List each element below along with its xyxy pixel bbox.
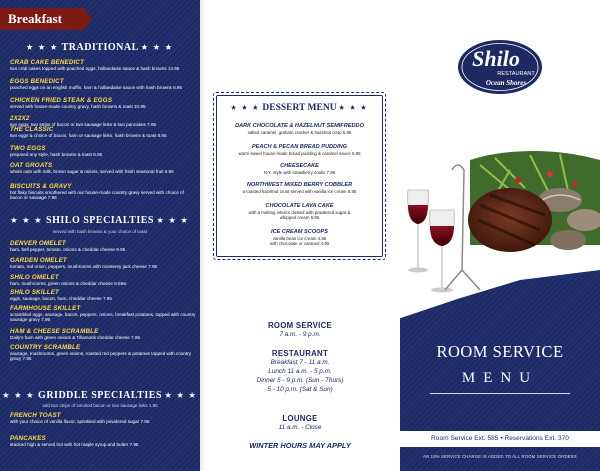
menu-item-name: DENVER OMELET (10, 240, 66, 247)
menu-item (10, 183, 196, 201)
dessert-item-description: vanilla bean ice cream 4.95 (272, 236, 327, 241)
star-icon: ★ ★ ★ (141, 43, 174, 52)
menu-item (10, 274, 196, 286)
dessert-item-description: a toasted hazelnut crust served with vanilla ice cream 6.95 (242, 189, 357, 194)
room-service-heading: ROOM SERVICE (267, 321, 333, 330)
menu-item-description: ham, mushrooms, green onions & cheddar cheese 9.55w (10, 281, 127, 286)
menu-item (10, 78, 196, 90)
menu-item-name: PANCAKES (10, 435, 46, 442)
menu-item-name: HAM & CHEESE SCRAMBLE (10, 328, 99, 335)
griddle-subheading: add two strips of smoked bacon or two sausage links 1.95 (42, 403, 158, 408)
menu-item-name: FARMHOUSE SKILLET (10, 305, 81, 312)
dessert-item-name: CHOCOLATE LAVA CAKE (265, 203, 334, 209)
restaurant-hours (200, 349, 400, 394)
cover-title-menu: MENU (461, 370, 539, 386)
griddle-specialties-heading: ★ ★ ★ GRIDDLE SPECIALTIES ★ ★ ★ (2, 390, 198, 401)
breakfast-tab: Breakfast (0, 8, 84, 30)
menu-item (10, 344, 196, 362)
menu-item-name: THE CLASSIC (10, 126, 54, 133)
menu-item (10, 97, 196, 109)
menu-item (10, 412, 196, 424)
menu-item-description: hot flaky biscuits smothered with our house-made country gravy served with choice of bacon or sausage 7.95 (10, 190, 184, 201)
star-icon: ★ ★ ★ (230, 105, 261, 112)
dessert-item-description: with a melting interior dusted with powdered sugar & (248, 210, 351, 215)
star-icon: ★ ★ ★ (156, 216, 190, 225)
breakfast-panel (0, 0, 200, 471)
menu-item-description: tomato, red onion, peppers, mushrooms with monterey jack cheese 7.95 (10, 264, 158, 269)
menu-item-name: BISCUITS & GRAVY (10, 183, 72, 190)
dessert-item-description: salted caramel, graham cracker & hazelnut crisp 6.95 (247, 130, 352, 135)
lounge-hours (200, 414, 400, 432)
menu-item-description: prepared any style, hash browns & toast 6.95 (10, 152, 103, 157)
menu-item-description: ham, bell pepper, tomato, onions & cheddar cheese 9.95 (10, 247, 126, 252)
menu-item-description: scrambled eggs, sausage, bacon, peppers, onions, breakfast potatoes, topped with country sausage gravy 7.95 (10, 312, 196, 323)
menu-item-name: COUNTRY SCRAMBLE (10, 344, 81, 351)
dessert-item (214, 123, 385, 135)
menu-item-description: poached eggs on an english muffin, ham & hollandaise sauce with hash browns 8.95 (10, 85, 183, 90)
menu-item (10, 162, 196, 174)
traditional-heading: ★ ★ ★ TRADITIONAL ★ ★ ★ (26, 42, 174, 53)
winter-hours-note: WINTER HOURS MAY APPLY (249, 441, 351, 450)
menu-item (10, 240, 196, 252)
logo-wordmark: Shilo (472, 46, 520, 71)
menu-item-description: stacked high & served hot with hot maple syrup and butter 7.95 (10, 442, 139, 447)
extensions-bar: Room Service Ext. 585 • Reservations Ext. 370 (400, 431, 600, 447)
menu-item-name: OAT GROATS (10, 162, 53, 169)
dessert-item-description: warm sweet house-made bread pudding & caramel sauce 6.95 (238, 151, 361, 156)
logo-tagline: Ocean Shores (485, 79, 527, 87)
dessert-heading: ★ ★ ★ DESSERT MENU ★ ★ ★ (230, 103, 369, 113)
dessert-item-name: PEACH & PECAN BREAD PUDDING (251, 144, 348, 150)
dessert-item (214, 144, 385, 156)
dessert-item-name: DARK CHOCOLATE & HAZELNUT SEMIFREDDO (235, 123, 364, 129)
star-icon: ★ ★ ★ (26, 43, 59, 52)
menu-item-name: CRAB CAKE BENEDICT (10, 59, 85, 66)
shilo-specialties-heading: ★ ★ ★ SHILO SPECIALTIES ★ ★ ★ (10, 215, 190, 226)
menu-item (10, 145, 196, 157)
service-charge-note: AN 18% SERVICE CHARGE IS ADDED TO ALL ROOM SERVICE ORDERS (423, 454, 577, 459)
menu-item (10, 126, 196, 138)
restaurant-line: 5 - 10 p.m. (Sat & Sun) (267, 386, 333, 393)
menu-item-description: Daily's ham with green onions & Tillamook cheddar cheese 7.95 (10, 335, 141, 340)
dessert-item-name: CHEESECAKE (280, 163, 319, 169)
menu-item (10, 435, 196, 447)
menu-item (10, 257, 196, 269)
dessert-item (214, 229, 385, 246)
info-panel (200, 0, 400, 471)
menu-item (10, 289, 196, 301)
menu-item-name: FRENCH TOAST (10, 412, 61, 419)
dessert-item-description: with chocolate or caramel 4.95 (269, 241, 330, 247)
menu-item-description: sausage, mushrooms, green onions, roasted red peppers & potatoes topped with country gravy 7.95 (10, 351, 192, 362)
menu-item-name: SHILO OMELET (10, 274, 59, 281)
menu-item-description: served with house-made country gravy, hash browns & toast 10.95 (10, 104, 146, 109)
cover-panel (400, 0, 600, 471)
menu-item-description: eggs, sausage, bacon, ham, cheddar cheese 7.95 (10, 296, 112, 301)
dessert-item-description: N.Y. style with strawberry coulis 7.95 (263, 170, 336, 175)
room-service-time: 7 a.m. - 9 p.m. (279, 331, 321, 338)
star-icon: ★ ★ ★ (338, 105, 369, 112)
star-icon: ★ ★ ★ (2, 391, 36, 400)
menu-item-description: two crab cakes topped with poached eggs, hollandaise sauce & hash browns 14.95 (10, 66, 180, 71)
room-service-hours (200, 321, 400, 339)
menu-item-description: with your choice of vanilla flavor, sprinkled with powdered sugar 7.95 (10, 419, 150, 424)
menu-item-name: GARDEN OMELET (10, 257, 67, 264)
menu-item (10, 305, 196, 323)
restaurant-line: Dinner 5 - 9 p.m. (Sun - Thurs) (256, 377, 344, 384)
menu-item-description: whole oats with milk, brown sugar & raisins, served with fresh seasonal fruit 6.95 (10, 169, 174, 174)
cover-divider (430, 393, 570, 394)
menu-item (10, 59, 196, 71)
menu-item-description: two eggs & choice of bacon, ham or sausage links, hash browns & toast 8.95 (10, 133, 167, 138)
lounge-time: 11 a.m. - Close (278, 424, 322, 431)
menu-item-name: TWO EGGS (10, 145, 46, 152)
dessert-item (214, 163, 385, 175)
dessert-item-name: NORTHWEST MIXED BERRY COBBLER (246, 182, 353, 188)
shilo-logo (456, 38, 544, 96)
star-icon: ★ ★ ★ (10, 216, 44, 225)
shilo-specialties-subheading: served with hash browns & your choice of toast (52, 229, 148, 234)
dessert-item (214, 182, 385, 194)
menu-item-name: 2X2X2 (10, 115, 30, 122)
menu-item-name: SHILO SKILLET (10, 289, 60, 296)
restaurant-line: Breakfast 7 - 11 a.m. (270, 359, 330, 366)
dessert-item-name: ICE CREAM SCOOPS (271, 229, 328, 235)
dessert-item (214, 203, 385, 220)
dessert-menu-box (213, 92, 386, 260)
menu-item-name: CHICKEN FRIED STEAK & EGGS (10, 97, 113, 104)
cover-title-room-service: ROOM SERVICE (436, 342, 564, 361)
dessert-item-description: whipped cream 6.95 (279, 215, 320, 221)
restaurant-line: Lunch 11 a.m. - 5 p.m. (268, 368, 332, 375)
restaurant-heading: RESTAURANT (271, 349, 329, 358)
logo-restaurant-text: RESTAURANT (497, 71, 535, 77)
lounge-heading: LOUNGE (282, 414, 318, 423)
menu-item-description: two eggs, two strips of bacon or two sausage links & two pancakes 7.95 (10, 122, 157, 127)
menu-item (10, 328, 196, 340)
menu-item-name: EGGS BENEDICT (10, 78, 64, 85)
star-icon: ★ ★ ★ (164, 391, 198, 400)
